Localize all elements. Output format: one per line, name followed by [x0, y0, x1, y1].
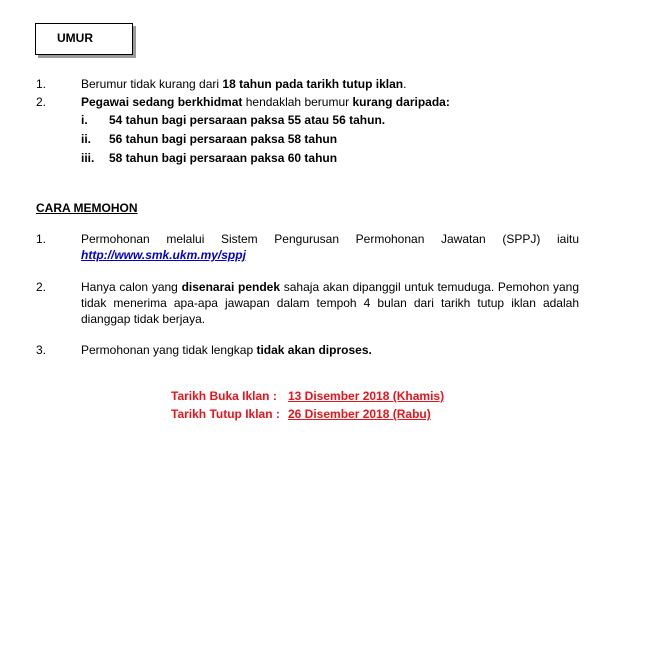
tarikh-tutup-label: Tarikh Tutup Iklan : — [171, 407, 280, 421]
sublist-number: i. — [81, 113, 88, 127]
sublist-text: 54 tahun bagi persaraan paksa 55 atau 56 tahun. — [109, 113, 386, 127]
tarikh-buka-label: Tarikh Buka Iklan : — [171, 389, 277, 403]
cara-memohon-heading: CARA MEMOHON — [36, 201, 138, 215]
sublist-text: 58 tahun bagi persaraan paksa 60 tahun — [109, 151, 338, 165]
sublist-number: iii. — [81, 151, 95, 165]
text-segment: hendaklah berumur — [242, 95, 353, 109]
sppj-link[interactable]: http://www.smk.ukm.my/sppj — [81, 248, 246, 262]
bold-text-segment: tidak akan diproses. — [256, 343, 372, 357]
text-segment: Permohonan yang tidak lengkap — [81, 343, 257, 357]
tarikh-tutup-value: 26 Disember 2018 (Rabu) — [288, 407, 431, 421]
sublist-number: ii. — [81, 132, 92, 146]
text-segment: . — [403, 77, 407, 91]
list-text — [81, 76, 579, 92]
text-segment: Berumur tidak kurang dari — [81, 77, 223, 91]
bold-text-segment: 18 tahun pada tarikh tutup iklan — [222, 77, 404, 91]
list-number: 2. — [36, 95, 47, 109]
list-number: 1. — [36, 232, 47, 246]
bold-text-segment: disenarai pendek — [181, 280, 281, 294]
text-line: Permohonan melalui Sistem Pengurusan Permohonan Jawatan (SPPJ) iaitu — [81, 232, 579, 246]
text-line — [81, 247, 579, 263]
list-number: 2. — [36, 280, 47, 294]
bold-text-segment: Pegawai sedang berkhidmat — [81, 95, 243, 109]
bold-text-segment: kurang daripada: — [352, 95, 450, 109]
tarikh-buka-value: 13 Disember 2018 (Khamis) — [288, 389, 445, 403]
list-text — [81, 231, 579, 263]
list-text — [81, 279, 579, 327]
text-segment: sahaja akan dipanggil untuk temuduga. Pemohon yang tidak menerima apa-apa jawapan dalam tempoh 4 bulan dari tarikh tutup iklan adalah dianggap tidak berjaya. — [81, 280, 580, 326]
list-number: 3. — [36, 343, 47, 357]
umur-heading: UMUR — [57, 31, 93, 45]
list-text — [81, 342, 579, 358]
sublist-text: 56 tahun bagi persaraan paksa 58 tahun — [109, 132, 338, 146]
list-text — [81, 94, 579, 110]
umur-heading-box — [35, 23, 133, 55]
list-number: 1. — [36, 77, 47, 91]
text-segment: Hanya calon yang — [81, 280, 182, 294]
